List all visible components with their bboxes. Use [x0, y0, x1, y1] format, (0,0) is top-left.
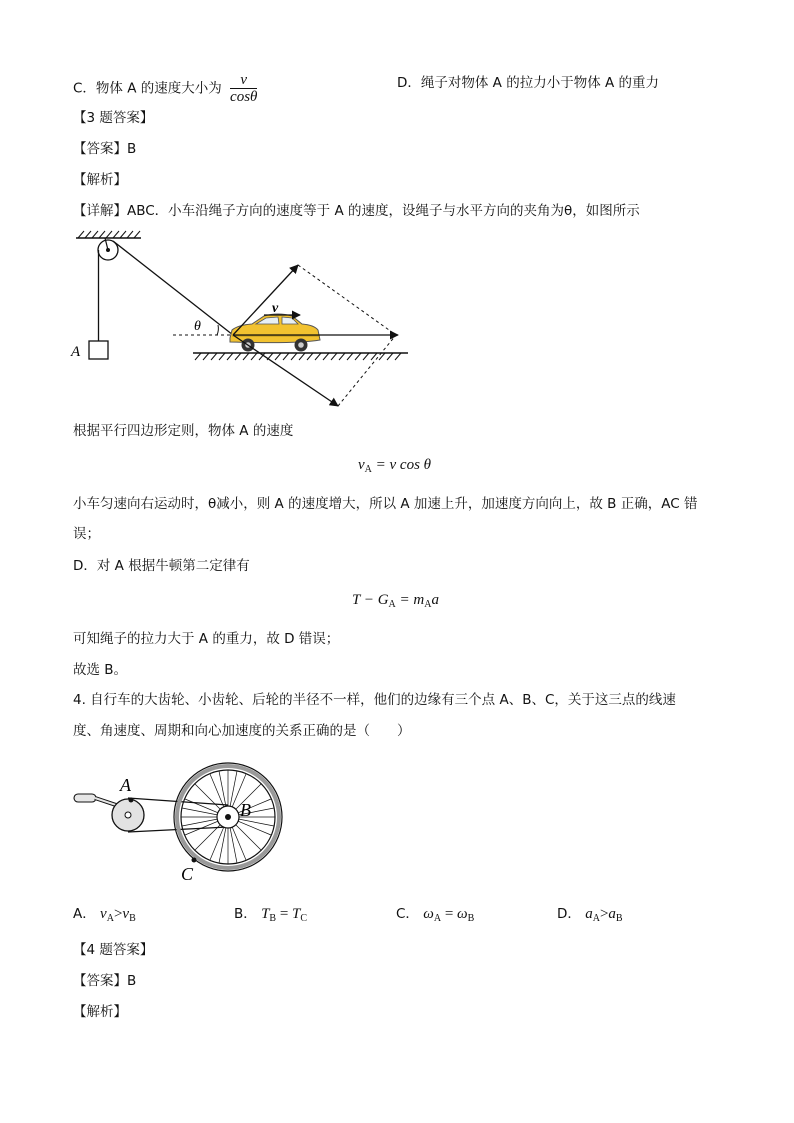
- ground-hatching: [193, 353, 408, 360]
- eq2-sub1: A: [388, 599, 396, 610]
- d-intro: D．对 A 根据牛顿第二定律有: [73, 558, 250, 574]
- label-b: B: [240, 800, 251, 820]
- fraction-numerator: v: [230, 72, 257, 89]
- explanation-line-1: 小车匀速向右运动时，θ减小，则 A 的速度增大，所以 A 加速上升，加速度方向向上，故 B 正确，AC 错: [73, 496, 698, 512]
- label-a: A: [120, 775, 131, 795]
- label-theta: θ: [194, 319, 201, 334]
- option-b-operator: =: [276, 906, 293, 922]
- option-d-operator: >: [599, 906, 609, 922]
- eq1-rhs: = v cos θ: [375, 457, 432, 473]
- q4-stem-line-1: 4. 自行车的大齿轮、小齿轮、后轮的半径不一样，他们的边缘有三个点 A、B、C，关于这三点的线速: [73, 692, 676, 708]
- option-d-rhs-sub: B: [615, 913, 623, 924]
- option-d-rhs: a: [608, 906, 616, 922]
- q3-analysis-label: 【解析】: [73, 172, 127, 188]
- inclined-rope: [113, 241, 233, 335]
- fraction-denominator: cosθ: [230, 89, 258, 105]
- eq2-part3: a: [431, 592, 439, 608]
- equation-newton: [352, 590, 439, 615]
- parallelogram-rule-text: 根据平行四边形定则，物体 A 的速度: [73, 423, 294, 439]
- eq1-lhs-sub: A: [364, 464, 372, 475]
- q4-stem-line-2: 度、角速度、周期和向心加速度的关系正确的是（ ）: [73, 723, 411, 739]
- label-c: C: [181, 864, 194, 884]
- q3-detail: 【详解】ABC．小车沿绳子方向的速度等于 A 的速度，设绳子与水平方向的夹角为θ，如图所示: [73, 203, 640, 219]
- pulley-car-figure: [68, 228, 418, 413]
- option-b-rhs-sub: C: [300, 913, 308, 924]
- eq2-part1: T − G: [352, 592, 389, 608]
- car-icon: [230, 314, 320, 352]
- angle-arc: [217, 325, 218, 335]
- block-a: [89, 341, 108, 359]
- option-c: [73, 72, 257, 105]
- option-a-lhs: v: [100, 906, 107, 922]
- option-b-rhs: T: [292, 906, 301, 922]
- option-a-rhs: v: [122, 906, 130, 922]
- d-conclusion: 可知绳子的拉力大于 A 的重力，故 D 错误；: [73, 631, 340, 647]
- option-a-operator: >: [113, 906, 123, 922]
- q4-option-c: [396, 904, 474, 929]
- option-c-lhs: ω: [423, 906, 434, 922]
- option-c-fraction: [230, 72, 257, 105]
- explanation-line-2: 误；: [73, 526, 100, 542]
- option-letter: D．: [557, 906, 581, 922]
- q4-answer: 【答案】B: [73, 973, 137, 989]
- option-d-lhs: a: [585, 906, 593, 922]
- final-choice: 故选 B。: [73, 662, 128, 678]
- q4-option-b: [234, 904, 307, 929]
- option-c-text: C．物体 A 的速度大小为: [73, 80, 222, 97]
- option-letter: C．: [396, 906, 419, 922]
- q4-heading: 【4 题答案】: [73, 942, 154, 958]
- dashed-side-upper: [298, 265, 396, 335]
- ceiling-hatching: [76, 231, 141, 238]
- q3-heading: 【3 题答案】: [73, 110, 154, 126]
- rear-wheel-icon: [174, 763, 282, 871]
- q3-answer: 【答案】B: [73, 141, 137, 157]
- option-c-operator: =: [441, 906, 458, 922]
- component-perpendicular: [233, 335, 338, 406]
- point-c-dot: [192, 858, 197, 863]
- equation-velocity: [358, 455, 431, 480]
- pulley-icon: [98, 238, 118, 260]
- q4-option-d: [557, 904, 623, 929]
- option-a-rhs-sub: B: [129, 913, 136, 924]
- q4-option-a: [73, 904, 136, 929]
- option-d-lhs-sub: A: [592, 913, 600, 924]
- eq1-lhs: v: [358, 457, 365, 473]
- option-letter: A．: [73, 906, 96, 922]
- label-v: v: [272, 301, 279, 316]
- option-a-lhs-sub: A: [106, 913, 114, 924]
- option-letter: B．: [234, 906, 257, 922]
- option-d: D．绳子对物体 A 的拉力小于物体 A 的重力: [397, 75, 660, 91]
- bicycle-gear-figure: [68, 760, 298, 885]
- eq2-part2: = m: [395, 592, 425, 608]
- point-a-dot: [129, 798, 134, 803]
- option-c-rhs: ω: [457, 906, 468, 922]
- q4-analysis-label: 【解析】: [73, 1004, 127, 1020]
- dashed-side-lower: [338, 335, 396, 406]
- option-b-lhs-sub: B: [269, 913, 277, 924]
- option-c-rhs-sub: B: [467, 913, 475, 924]
- eq2-sub2: A: [424, 599, 432, 610]
- label-a: A: [71, 344, 81, 360]
- option-c-lhs-sub: A: [433, 913, 442, 924]
- option-b-lhs: T: [261, 906, 270, 922]
